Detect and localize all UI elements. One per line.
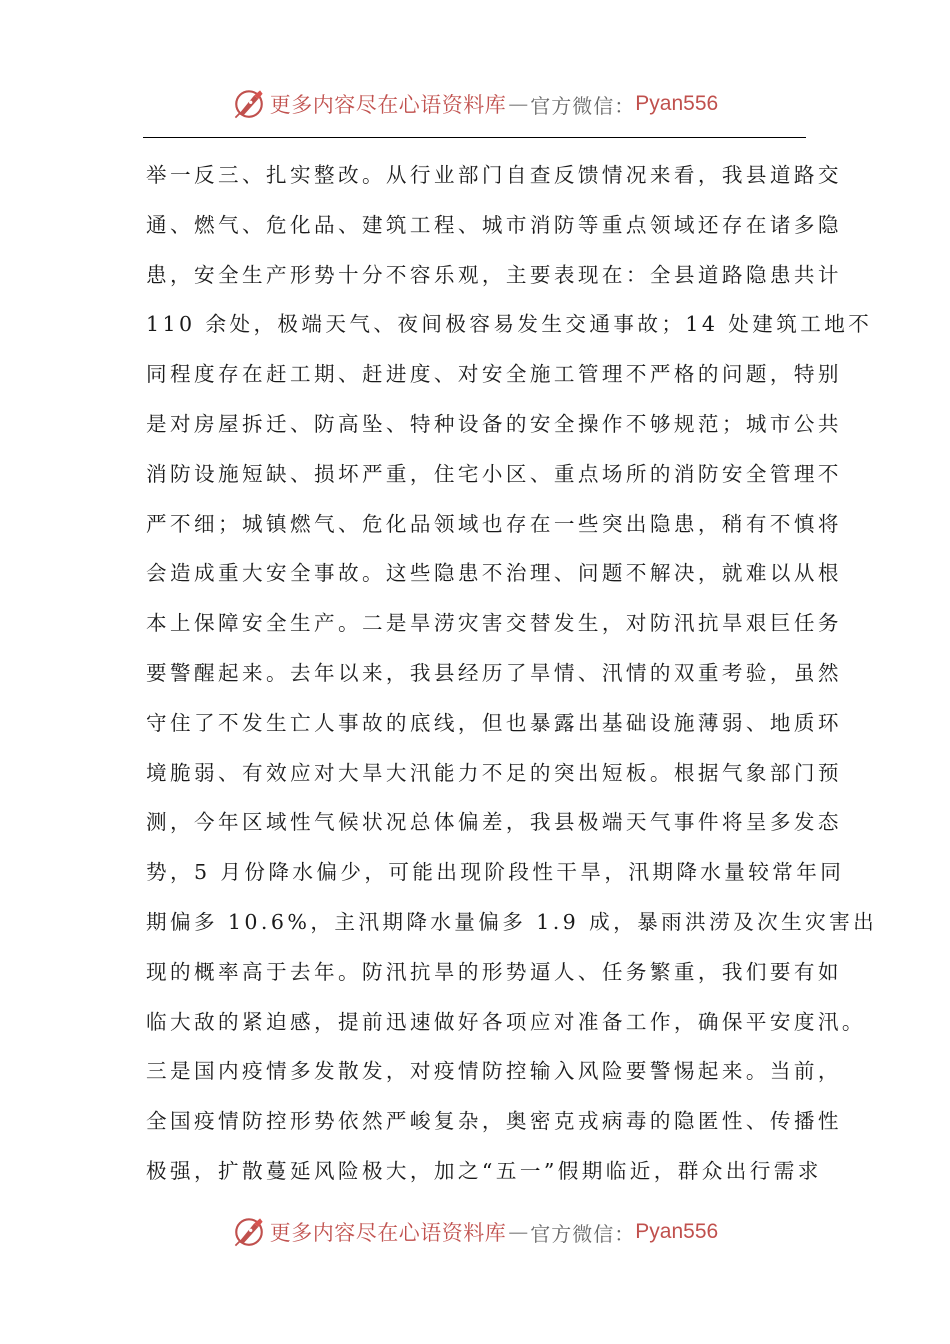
header-brand-text: 更多内容尽在心语资料库 (269, 93, 507, 117)
header-banner (0, 82, 950, 126)
text-line: 要警醒起来。去年以来，我县经历了旱情、汛情的双重考验，虽然 (146, 660, 842, 685)
footer-banner (0, 1210, 950, 1254)
text-line: 极强，扩散蔓延风险极大，加之“五一”假期临近，群众出行需求 (146, 1158, 822, 1183)
text-line: 临大敌的紧迫感，提前迅速做好各项应对准备工作，确保平安度汛。 (146, 1009, 866, 1034)
text-line: 全国疫情防控形势依然严峻复杂，奥密克戎病毒的隐匿性、传播性 (146, 1109, 842, 1134)
header-divider (143, 137, 806, 138)
footer-official-label: 官方微信： (530, 1221, 636, 1246)
footer-brand-text: 更多内容尽在心语资料库 (269, 1221, 507, 1245)
text-line: 现的概率高于去年。防汛抗旱的形势逼人、任务繁重，我们要有如 (146, 959, 842, 984)
header-official-label: 官方微信： (530, 93, 636, 118)
text-line: 三是国内疫情多发散发，对疫情防控输入风险要警惕起来。当前， (146, 1059, 842, 1084)
text-line: 测，今年区域性气候状况总体偏差，我县极端天气事件将呈多发态 (146, 810, 842, 835)
text-line: 境脆弱、有效应对大旱大汛能力不足的突出短板。根据气象部门预 (146, 760, 842, 785)
text-line: 通、燃气、危化品、建筑工程、城市消防等重点领域还存在诸多隐 (146, 212, 842, 237)
footer-wechat-id: Pyan556 (635, 1220, 719, 1243)
pen-nib-logo-icon (232, 87, 266, 121)
text-line: 患，安全生产形势十分不容乐观，主要表现在：全县道路隐患共计 (146, 262, 842, 287)
text-line: 110 余处，极端天气、夜间极容易发生交通事故；14 处建筑工地不 (146, 312, 873, 337)
pen-nib-logo-icon (232, 1215, 266, 1249)
header-dash: — (508, 92, 529, 116)
text-line: 举一反三、扎实整改。从行业部门自查反馈情况来看，我县道路交 (146, 163, 842, 187)
text-line: 期偏多 10.6%，主汛期降水量偏多 1.9 成，暴雨洪涝及次生灾害出 (146, 909, 878, 934)
footer-dash: — (508, 1220, 529, 1244)
text-line: 本上保障安全生产。二是旱涝灾害交替发生，对防汛抗旱艰巨任务 (146, 611, 842, 636)
text-line: 势，5 月份降水偏少，可能出现阶段性干旱，汛期降水量较常年同 (146, 860, 845, 885)
text-line: 严不细；城镇燃气、危化品领域也存在一些突出隐患，稍有不慎将 (146, 511, 842, 536)
header-wechat-id: Pyan556 (635, 92, 719, 115)
text-line: 守住了不发生亡人事故的底线，但也暴露出基础设施薄弱、地质环 (146, 710, 842, 735)
text-line: 同程度存在赶工期、赶进度、对安全施工管理不严格的问题，特别 (146, 362, 842, 387)
text-line: 消防设施短缺、损坏严重，住宅小区、重点场所的消防安全管理不 (146, 461, 842, 486)
document-body (146, 151, 878, 1197)
text-line: 会造成重大安全事故。这些隐患不治理、问题不解决，就难以从根 (146, 561, 842, 586)
text-line: 是对房屋拆迁、防高坠、特种设备的安全操作不够规范；城市公共 (146, 411, 842, 436)
